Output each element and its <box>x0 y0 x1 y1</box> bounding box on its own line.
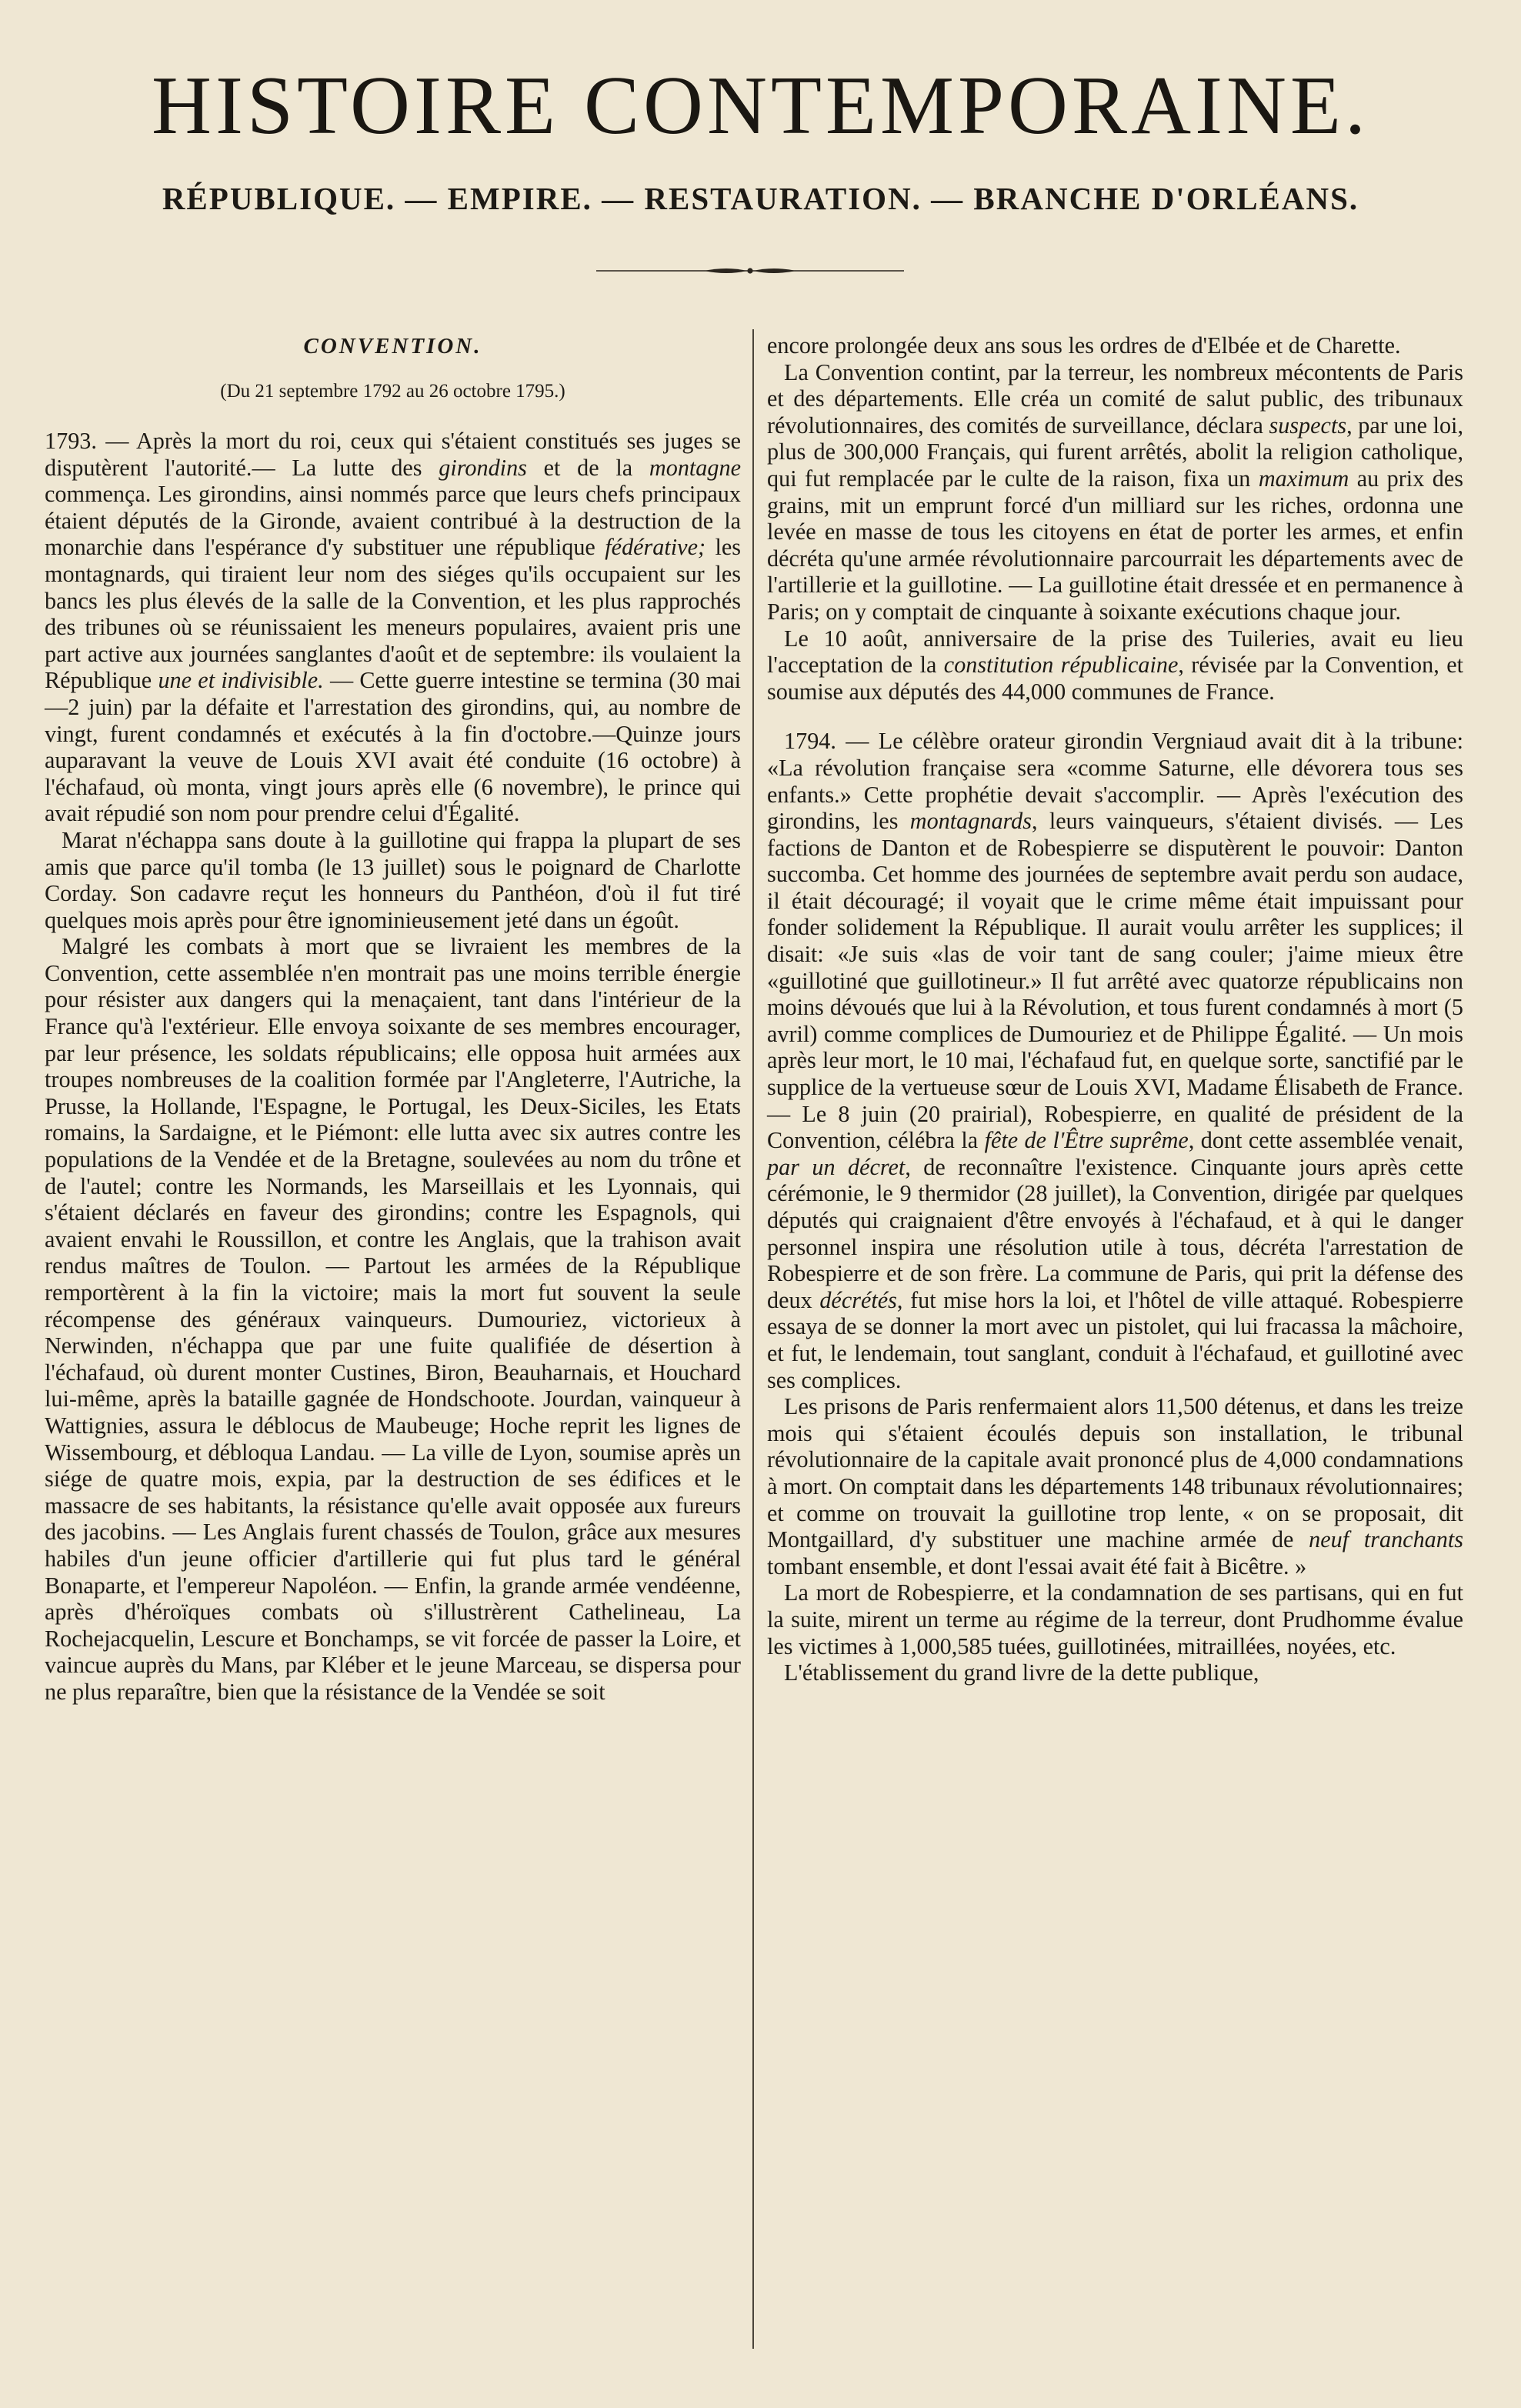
text-run: au prix des grains, mit un emprunt forcé d'un milliard sur les riches, ordonna une levée en masse de tous les citoyens en état de porter les armes, et enfin décréta qu'une armée révolutionnaire parcourrait les départements avec de l'artillerie et la guillotine. — La guillotine était dressée et en permanence à Paris; on y comptait de cinquante à soixante exécutions chaque jour. <box>767 465 1463 625</box>
text-run: , révisée par la Convention, et soumise aux députés des 44,000 communes de France. <box>767 652 1463 705</box>
italic-text: fête de l'Être suprême <box>984 1127 1189 1154</box>
ornamental-rule <box>596 265 904 276</box>
italic-text: fédérative; <box>605 534 706 561</box>
text-run: , fut mise hors la loi, et l'hôtel de ville attaqué. Robespierre essaya de se donner la mort avec un pistolet, qui lui fracassa la mâchoire, et fut, le lendemain, tout sanglant, conduit à l'échafaud, et guillotiné avec ses complices. <box>767 1286 1463 1393</box>
italic-text: constitution républicaine <box>943 652 1179 679</box>
left-column <box>45 331 741 1706</box>
text-run: tombant ensemble, et dont l'essai avait été fait à Bicêtre. » <box>767 1553 1307 1579</box>
text-run: 1794. — Le célèbre orateur girondin Vergniaud avait dit à la tribune: «La révolution française sera «comme Saturne, elle dévorera tous ses enfants.» Cette prophétie devait s'accomplir. — Après l'exécution des girondins, les <box>767 728 1463 835</box>
text-run: — Cette guerre intestine se termina (30 mai—2 juin) par la défaite et l'arrestation des girondins, qui, au nombre de vingt, furent condamnés et exécutés à la fin d'octobre.—Quinze jours auparavant la veuve de Louis XVI avait été conduite (16 octobre) à l'échafaud, où monta, vingt jours après elle (6 novembre), le prince qui avait répudié son nom pour prendre celui d'Égalité. <box>45 667 741 827</box>
italic-text: une et indivisible. <box>158 667 324 694</box>
italic-text: suspects <box>1269 412 1347 439</box>
italic-text: montagne <box>649 454 741 481</box>
italic-text: montagnards <box>909 808 1032 835</box>
text-run: La Convention contint, par la terreur, les nombreux mécontents de Paris et des départements. Elle créa un comité de salut public, des tribunaux révolutionnaires, des comités de surveillance, déclara <box>767 359 1463 439</box>
paragraph: Marat n'échappa sans doute à la guillotine qui frappa la plupart de ses amis que parce qu'il tomba (le 13 juillet) sous le poignard de Charlotte Corday. Son cadavre reçut les honneurs du Panthéon, d'où il fut tiré quelques mois après pour être ignominieusement jeté dans un égoût. <box>45 826 741 933</box>
column-divider <box>752 329 754 2349</box>
text-run: Les prisons de Paris renfermaient alors 11,500 détenus, et dans les treize mois qui s'étaient écoulés depuis son installation, le tribunal révolutionnaire de la capitale avait prononcé plus de 4,000 condamnations à mort. On comptait dans les départements 148 tribunaux révolutionnaires; et comme on trouvait la guillotine trop lente, « on se proposait, dit Montgaillard, d'y substituer une machine armée de <box>767 1393 1463 1553</box>
text-run: 1793. — Après la mort du roi, ceux qui s'étaient constitués ses juges se disputèrent l'autorité.— La lutte des <box>45 428 741 481</box>
page-title: HISTOIRE CONTEMPORAINE. <box>151 60 1370 152</box>
italic-text: maximum <box>1258 465 1349 492</box>
italic-text: décrétés <box>819 1286 897 1313</box>
right-column <box>767 332 1463 1686</box>
paragraph <box>767 1393 1463 1579</box>
paragraph: L'établissement du grand livre de la dette publique, <box>784 1659 1259 1686</box>
paragraph: encore prolongée deux ans sous les ordres de d'Elbée et de Charette. <box>767 332 1401 359</box>
text-run: Le 10 août, anniversaire de la prise des Tuileries, avait eu lieu l'acceptation de la <box>767 625 1463 679</box>
text-run: , leurs vainqueurs, s'étaient divisés. — Les factions de Danton et de Robespierre se disputèrent le pouvoir: Danton succomba. Cet homme des journées de septembre avait perdu son audace, il était découragé; il voyait que le crime même était impuissant pour fonder solidement la République. Il aurait voulu arrêter les supplices; il disait: «Je suis «las de voir tant de sang couler; j'aime mieux être «guillotiné que guillotineur.» Il fut arrêté avec quatorze républicains non moins dévoués que lui à la Révolution, et tous furent condamnés à mort (5 avril) comme complices de Dumouriez et de Philippe Égalité. — Un mois après leur mort, le 10 mai, l'échafaud fut, en quelque sorte, sanctifié par le supplice de la vertueuse sœur de Louis XVI, Madame Élisabeth de France. — Le 8 juin (20 prairial), Robespierre, en qualité de président de la Convention, célébra la <box>767 808 1463 1154</box>
paragraph <box>45 428 741 827</box>
paragraph: La mort de Robespierre, et la condamnation de ses partisans, qui en fut la suite, mirent un terme au régime de la terreur, dont Prudhomme évalue les victimes à 1,000,585 tuées, guillotinées, mitraillées, noyées, etc. <box>767 1579 1463 1659</box>
page-subtitle: RÉPUBLIQUE. — EMPIRE. — RESTAURATION. — BRANCHE D'ORLÉANS. <box>162 181 1359 216</box>
text-run: , par une loi, plus de 300,000 Français, qui furent arrêtés, abolit la religion catholique, qui fut remplacée par le culte de la raison, fixa un <box>767 412 1463 492</box>
section-heading: CONVENTION. <box>303 334 482 359</box>
paragraph: Malgré les combats à mort que se livraient les membres de la Convention, cette assemblée n'en montrait pas une moins terrible énergie pour résister aux dangers qui la menaçaient, tant dans l'intérieur de la France qu'à l'extérieur. Elle envoya soixante de ses membres encourager, par leur présence, les soldats républicains; elle opposa huit armées aux troupes nombreuses de la coalition formée par l'Angleterre, l'Autriche, la Prusse, la Hollande, l'Espagne, le Portugal, les Deux-Siciles, les Etats romains, la Sardaigne, et le Piémont: elle lutta avec six autres contre les populations de la Vendée et de la Bretagne, soulevées au nom du trône et de l'autel; contre les Normands, les Marseillais et les Lyonnais, qui s'étaient déclarés en faveur des girondins; contre les Espagnols, qui avaient envahi le Roussillon, et contre les Anglais, que la trahison avait rendus maîtres de Toulon. — Partout les armées de la République remportèrent à la fin la victoire; mais la mort fut souvent la seule récompense des généraux vainqueurs. Dumouriez, victorieux à Nerwinden, n'échappa que par une fuite qualifiée de désertion à l'échafaud, où durent monter Custines, Biron, Beauharnais, et Houchard lui-même, après la bataille gagnée de Hondschoote. Jourdan, vainqueur à Wattignies, assura le déblocus de Maubeuge; Hoche reprit les lignes de Wissembourg, et débloqua Landau. — La ville de Lyon, soumise après un siége de quatre mois, expia, par la destruction de ses édifices et le massacre de ses habitants, la résistance qu'elle avait opposée aux fureurs des jacobins. — Les Anglais furent chassés de Toulon, grâce aux mesures habiles d'un jeune officier d'artillerie qui fut plus tard le général Bonaparte, et l'empereur Napoléon. — Enfin, la grande armée vendéenne, après d'héroïques combats où s'illustrèrent Cathelineau, La Rochejacquelin, Lescure et Bonchamps, se vit forcée de passer la Loire, et vaincue auprès du Mans, par Kléber et le jeune Marceau, se dispersa pour ne plus reparaître, bien que la résistance de la Vendée se soit <box>45 933 741 1705</box>
section-dates: (Du 21 septembre 1792 au 26 octobre 1795.) <box>220 381 565 402</box>
text-run: commença. Les girondins, ainsi nommés parce que leurs chefs principaux étaient députés de la Gironde, avaient contribué à la destruction de la monarchie dans l'espérance d'y substituer une république <box>45 481 741 561</box>
text-run: et de la <box>526 454 649 481</box>
paragraph <box>767 359 1463 625</box>
italic-text: par un décret <box>767 1153 906 1180</box>
italic-text: neuf tranchants <box>1309 1526 1463 1553</box>
paragraph <box>767 625 1463 705</box>
paragraph <box>767 728 1463 1393</box>
text-run: , dont cette assemblée venait, <box>1188 1127 1463 1154</box>
italic-text: girondins <box>439 454 527 481</box>
text-run: , de reconnaître l'existence. Cinquante jours après cette cérémonie, le 9 thermidor (28 juillet), la Convention, dirigée par quelques députés qui craignaient d'être envoyés à l'échafaud, et à qui le danger personnel inspira une résolution utile à tous, décréta l'arrestation de Robespierre et de son frère. La commune de Paris, qui prit la défense des deux <box>767 1153 1463 1313</box>
text-run: les montagnards, qui tiraient leur nom des siéges qu'ils occupaient sur les bancs les plus élevés de la salle de la Convention, et les plus rapprochés des tribunes où se réunissaient les meneurs populaires, avaient pris une part active aux journées sanglantes d'août et de septembre: ils voulaient la République <box>45 534 741 694</box>
